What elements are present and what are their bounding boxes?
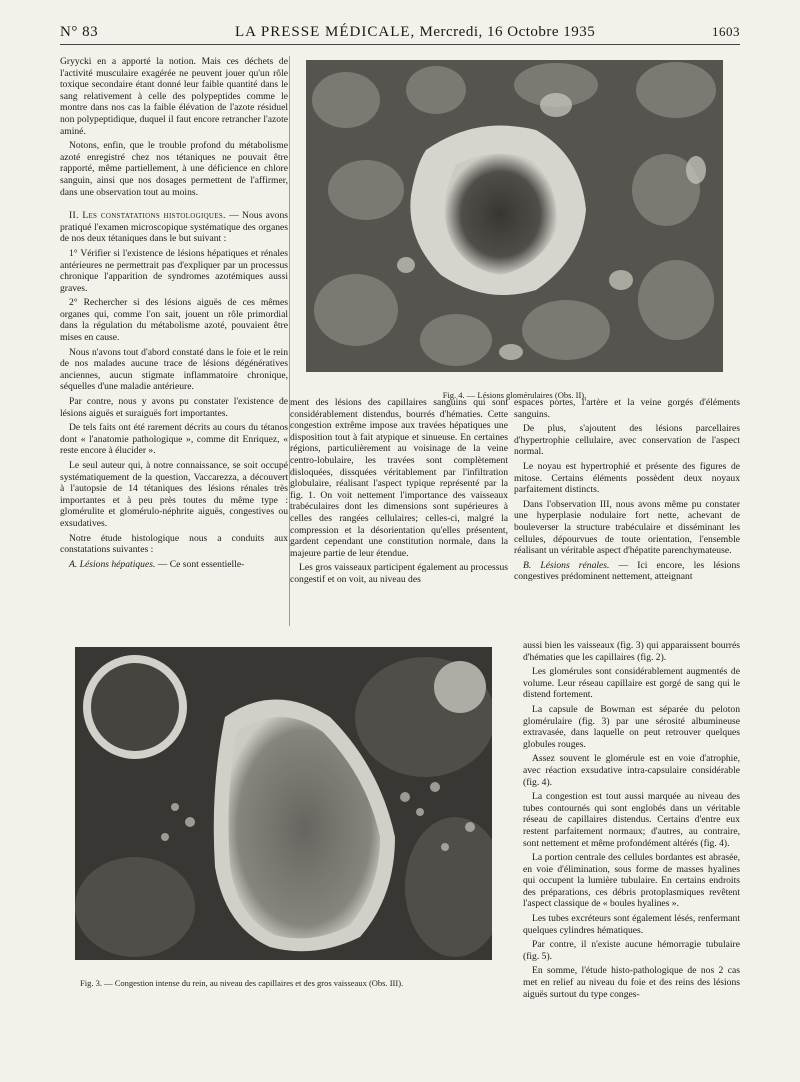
figure-3-caption: Fig. 3. — Congestion intense du rein, au niveau des capillaires et des gros vaisseaux (Obs. III). — [80, 978, 404, 988]
journal-name: LA PRESSE MÉDICALE, — [235, 24, 416, 40]
paragraph: La congestion est tout aussi marquée au niveau des tubes contournés qui sont englobés dans un véritable réseau de capillaires distendus. Certains d'entre eux restent parfaitement normaux; d'autres, au contraire, sont nettement et même profondément altérés (fig. 4). — [523, 791, 740, 849]
paragraph: Les glomérules sont considérablement augmentés de volume. Leur réseau capillaire est gorgé de sang qui le distend fortement. — [523, 666, 740, 701]
figure-3-micrograph — [75, 647, 492, 960]
section-text: — Ici encore, les lésions congestives prédominent nettement, atteignant — [514, 559, 740, 583]
section-paragraph — [60, 559, 288, 571]
left-column — [60, 56, 288, 573]
paragraph: 2° Rechercher si des lésions aiguës de ces mêmes organes qui, comme l'on sait, jouent un rôle primordial dans la régulation du métabolisme azoté, pouvaient être mises en cause. — [60, 297, 288, 344]
paragraph: aussi bien les vaisseaux (fig. 3) qui apparaissent bourrés d'hématies que les capillaires (fig. 2). — [523, 640, 740, 663]
page-header — [60, 24, 740, 44]
paragraph: Nous n'avons tout d'abord constaté dans le foie et le rein de nos malades aucune trace de lésions dégénératives anciennes, aucun stigmate inflammatoire chronique, séquelles d'une maladie antérieure. — [60, 346, 288, 393]
page-number: 1603 — [712, 24, 740, 39]
kidney-congestion-image — [75, 647, 492, 960]
paragraph: ment des lésions des capillaires sanguins qui sont considérablement distendus, bourrés d'hématies. Cette congestion extrême impose aux travées hépatiques une disposition tout à fait atypique et sinueuse. En certaines régions, particulièrement au voisinage de la veine centro-lobulaire, les travées sont complètement disloquées, dissquées véritablement par l'infiltration globulaire, réalisant l'aspect typique représenté par la fig. 1. On voit nettement l'importance des vaisseaux trabéculaires dont les dimensions sont supérieures à celles des rangées cellulaires; celles-ci, malgré la compression et la désorientation qu'elles présentent, gardent cependant une constitution normale, dans la majeure partie de leur étendue. — [290, 397, 508, 559]
subsection-heading: B. Lésions rénales. — [523, 559, 610, 571]
paragraph: Gryycki en a apporté la notion. Mais ces déchets de l'activité musculaire exagérée ne peuvent jouer qu'un rôle toxique secondaire étant donné leur faible quantité dans le sang relativement à celle des polypeptides comme le montre dans nos cas la faible élévation de l'azote résiduel non polypeptidique, duquel il faut encore retrancher l'azote aminé. — [60, 56, 288, 137]
paragraph: Par contre, il n'existe aucune hémorragie tubulaire (fig. 5). — [523, 939, 740, 962]
paragraph: Par contre, nous y avons pu constater l'existence de lésions aiguës et suraiguës fort importantes. — [60, 396, 288, 419]
paragraph: La portion centrale des cellules bordantes est abrasée, en voie d'élimination, sous forme de masses hyalines qui occupent la lumière tubulaire. En certains endroits des préparations, ces débris protoplasmiques revêtent l'aspect classique de « boules hyalines ». — [523, 852, 740, 910]
paragraph: Les tubes excréteurs sont également lésés, renfermant quelques cylindres hématiques. — [523, 913, 740, 936]
right-column-continued — [523, 640, 740, 1003]
issue-date: Mercredi, 16 Octobre 1935 — [419, 24, 596, 40]
paragraph: De plus, s'ajoutent des lésions parcellaires d'hypertrophie cellulaire, avec conservation de l'aspect normal. — [514, 423, 740, 458]
paragraph: espaces portes, l'artère et la veine gorgés d'éléments sanguins. — [514, 397, 740, 420]
figure-4-micrograph — [306, 60, 723, 372]
paragraph: Notre étude histologique nous a conduits aux constatations suivantes : — [60, 532, 288, 556]
glomerular-lesion-image — [306, 60, 723, 372]
header-rule — [60, 44, 740, 45]
paragraph: Le seul auteur qui, à notre connaissance, se soit occupé systématiquement de la question, Vaccarezza, a découvert à l'autopsie de 14 tétaniques des lésions rénales très importantes et à peu près toutes du même type : glomérulite et glomérulo-néphrite aiguës, congestives ou exsudatives. — [60, 460, 288, 529]
figure-4-caption: Fig. 4. — Lésions glomérulaires (Obs. II). — [442, 390, 587, 400]
section-paragraph — [60, 210, 288, 245]
issue-number: N° 83 — [60, 24, 99, 40]
paragraph: Dans l'observation III, nous avons même pu constater une hyperplasie nodulaire fort nette, achevant de bouleverser la structure trabéculaire et disséminant les cellules, dépourvues de toute orientation, l'ensemble réalisant un véritable aspect d'hépatite parenchymateuse. — [514, 498, 740, 557]
paragraph: Le noyau est hypertrophié et présente des figures de mitose. Certains éléments possèdent deux noyaux parfaitement distincts. — [514, 460, 740, 496]
paragraph: La capsule de Bowman est séparée du peloton glomérulaire (fig. 3) par une sérosité albumineuse extravasée, dans laquelle on peut retrouver quelques globules rouges. — [523, 703, 740, 750]
paragraph: De tels faits ont été rarement décrits au cours du tétanos dont « l'anatomie pathologique », comme dit Enriquez, « reste encore à élucider ». — [60, 422, 288, 457]
paragraph: En somme, l'étude histo-pathologique de nos 2 cas met en relief au niveau du foie et des reins des lésions aiguës surtout du type conges- — [523, 965, 740, 1000]
section-text: — Ce sont essentielle- — [155, 558, 245, 570]
middle-column — [290, 397, 508, 589]
section-heading: II. Les constatations histologiques. — [69, 210, 226, 222]
paragraph: Notons, enfin, que le trouble profond du métabolisme azoté enregistré chez nos tétaniques ne pouvait être rapporté, même partiellement, à une déficience en chlore sanguin, ainsi que nos dosages permettent de l'affirmer, dans une observation tout au moins. — [60, 140, 288, 198]
paragraph: Assez souvent le glomérule est en voie d'atrophie, avec réaction exsudative intra-capsulaire considérable (fig. 4). — [523, 753, 740, 788]
paragraph: Les gros vaisseaux participent également au processus congestif et on voit, au niveau des — [290, 562, 508, 585]
section-text: — Nous avons pratiqué l'examen microscopique systématique des organes de nos deux tétaniques dans le but suivant : — [60, 210, 288, 245]
journal-title-line — [235, 24, 595, 41]
right-column — [514, 397, 740, 586]
subsection-heading: A. Lésions hépatiques. — [69, 558, 156, 570]
paragraph: 1° Vérifier si l'existence de lésions hépatiques et rénales antérieures ne permettrait pas d'expliquer par un processus chronique l'apparition de syndromes azotémiques aussi graves. — [60, 247, 288, 294]
section-paragraph — [514, 560, 740, 583]
